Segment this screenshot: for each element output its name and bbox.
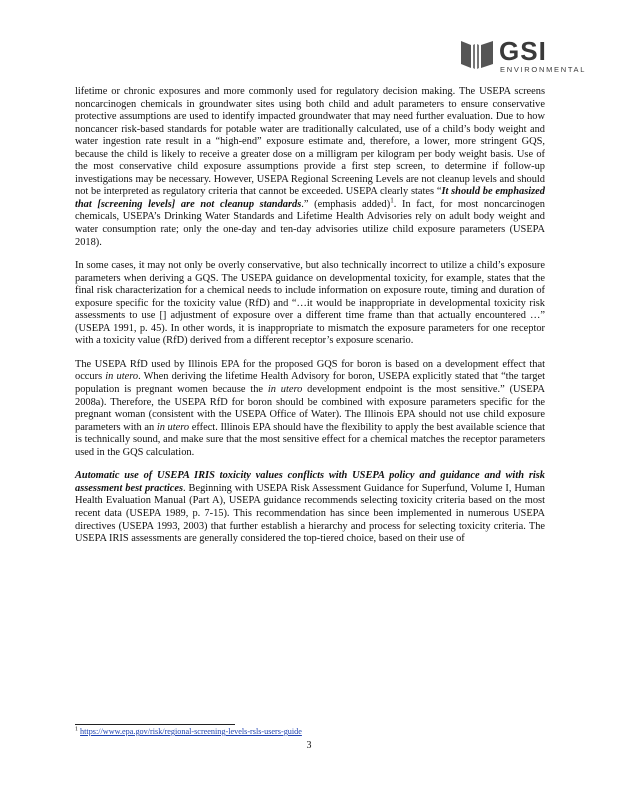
- logo-wordmark: GSI: [499, 36, 547, 66]
- p3-text-1: The USEPA RfD used by Illinois EPA for the proposed GQS for boron is based on a development effect that occurs: [75, 358, 545, 383]
- p3-italic-3: in utero: [156, 421, 190, 433]
- paragraph-3: [75, 359, 545, 459]
- p1-text-2: .” (emphasis added): [301, 198, 391, 210]
- p4-text-1: . Beginning with USEPA Risk Assessment Guidance for Superfund, Volume I, Human Health Evaluation Manual (Part A), USEPA guidance recommends selecting toxicity criteria based on the most recent data (USEPA 1989, p. 7-15). This recommendation has since been implemented in numerous USEPA directives (USEPA 1993, 2003) that further establish a hierarchy and process for selecting toxicity criteria. The USEPA IRIS assessments are generally considered the top-tiered choice, based on their use of: [75, 482, 545, 545]
- p1-text-1: lifetime or chronic exposures and more commonly used for regulatory decision making. The USEPA screens noncarcinogen chemicals in groundwater sites using both child and adult parameters to ensure conservative protective assumptions are used to identify impacted groundwater that may need further evaluation. Due to how noncancer risk-based standards for potable water are traditionally calculated, use of a child’s body weight and water ingestion rate result in a “high-end” exposure estimate and, therefore, a lower, more stringent GQS, because the child is likely to receive a greater dose on a milligram per kilogram per body weight basis. Use of the most conservative child exposure assumptions provide a first step screen, to determine if follow-up investigations may be necessary. However, USEPA Regional Screening Levels are not cleanup levels and should not be interpreted as regulatory criteria that cannot be exceeded. USEPA clearly states “: [75, 86, 545, 198]
- p1-text-3: . In fact, for most noncarcinogen chemicals, USEPA’s Drinking Water Standards and Lifetime Health Advisories rely on adult body weight and water consumption rate; only the one-day and ten-day advisories utilize child exposure parameters (USEPA 2018).: [75, 198, 545, 248]
- p4-heading: Automatic use of USEPA IRIS toxicity values conflicts with USEPA policy and guidance and with risk assessment best practices: [75, 470, 545, 494]
- footnote-link[interactable]: https://www.epa.gov/risk/regional-screening-levels-rsls-users-guide: [80, 727, 302, 736]
- paragraph-4: [75, 470, 545, 545]
- p3-italic-2: in utero: [267, 384, 303, 396]
- footnote-ref[interactable]: 1: [390, 196, 394, 205]
- p1-emphasis: not cleanup standards: [200, 198, 302, 210]
- paragraph-2: [75, 260, 545, 348]
- footnote: [75, 727, 302, 737]
- p3-italic-1: in utero: [105, 371, 139, 383]
- company-logo: [459, 36, 587, 76]
- paragraph-1: [75, 86, 545, 249]
- footnote-marker: 1: [75, 726, 78, 733]
- p3-text-3: development endpoint is the most sensitive.” (USEPA 2008a). Therefore, the USEPA RfD for boron should be combined with exposure parameters specific for the pregnant woman (consistent with the USEPA Office of Water). The Illinois EPA should not use child exposure parameters with an: [75, 384, 545, 433]
- gsi-book-icon: [459, 36, 495, 72]
- document-body: [75, 86, 545, 557]
- p3-text-4: effect. Illinois EPA should have the flexibility to apply the best available science that is technically sound, and make sure that the most sensitive effect for a chemical matches the receptor parameters used in the GQS calculation.: [75, 421, 545, 458]
- p2-text-1: In some cases, it may not only be overly conservative, but also technically incorrect to utilize a child’s exposure parameters when deriving a GQS. The USEPA guidance on developmental toxicity, for example, states that the final risk characterization for a chemical needs to include information on exposure route, timing and duration of exposure specific for the toxicity value (RfD) and “…it would be inappropriate in developmental toxicity risk assessments to use [] adjustment of exposure over a different time frame than that actually encountered …” (USEPA 1991, p. 45). In other words, it is inappropriate to mismatch the exposure parameters for one receptor with a toxicity value (RfD) derived from a different receptor’s exposure scenario.: [75, 260, 545, 347]
- p1-bold-quote: It should be emphasized that [screening levels] are: [75, 186, 545, 210]
- footnote-divider: [75, 724, 235, 725]
- page-number: 3: [306, 740, 312, 751]
- p3-text-2: . When deriving the lifetime Health Advisory for boron, USEPA explicitly stated that “the target population is pregnant women because the: [75, 371, 545, 396]
- logo-subtitle: ENVIRONMENTAL: [500, 65, 587, 74]
